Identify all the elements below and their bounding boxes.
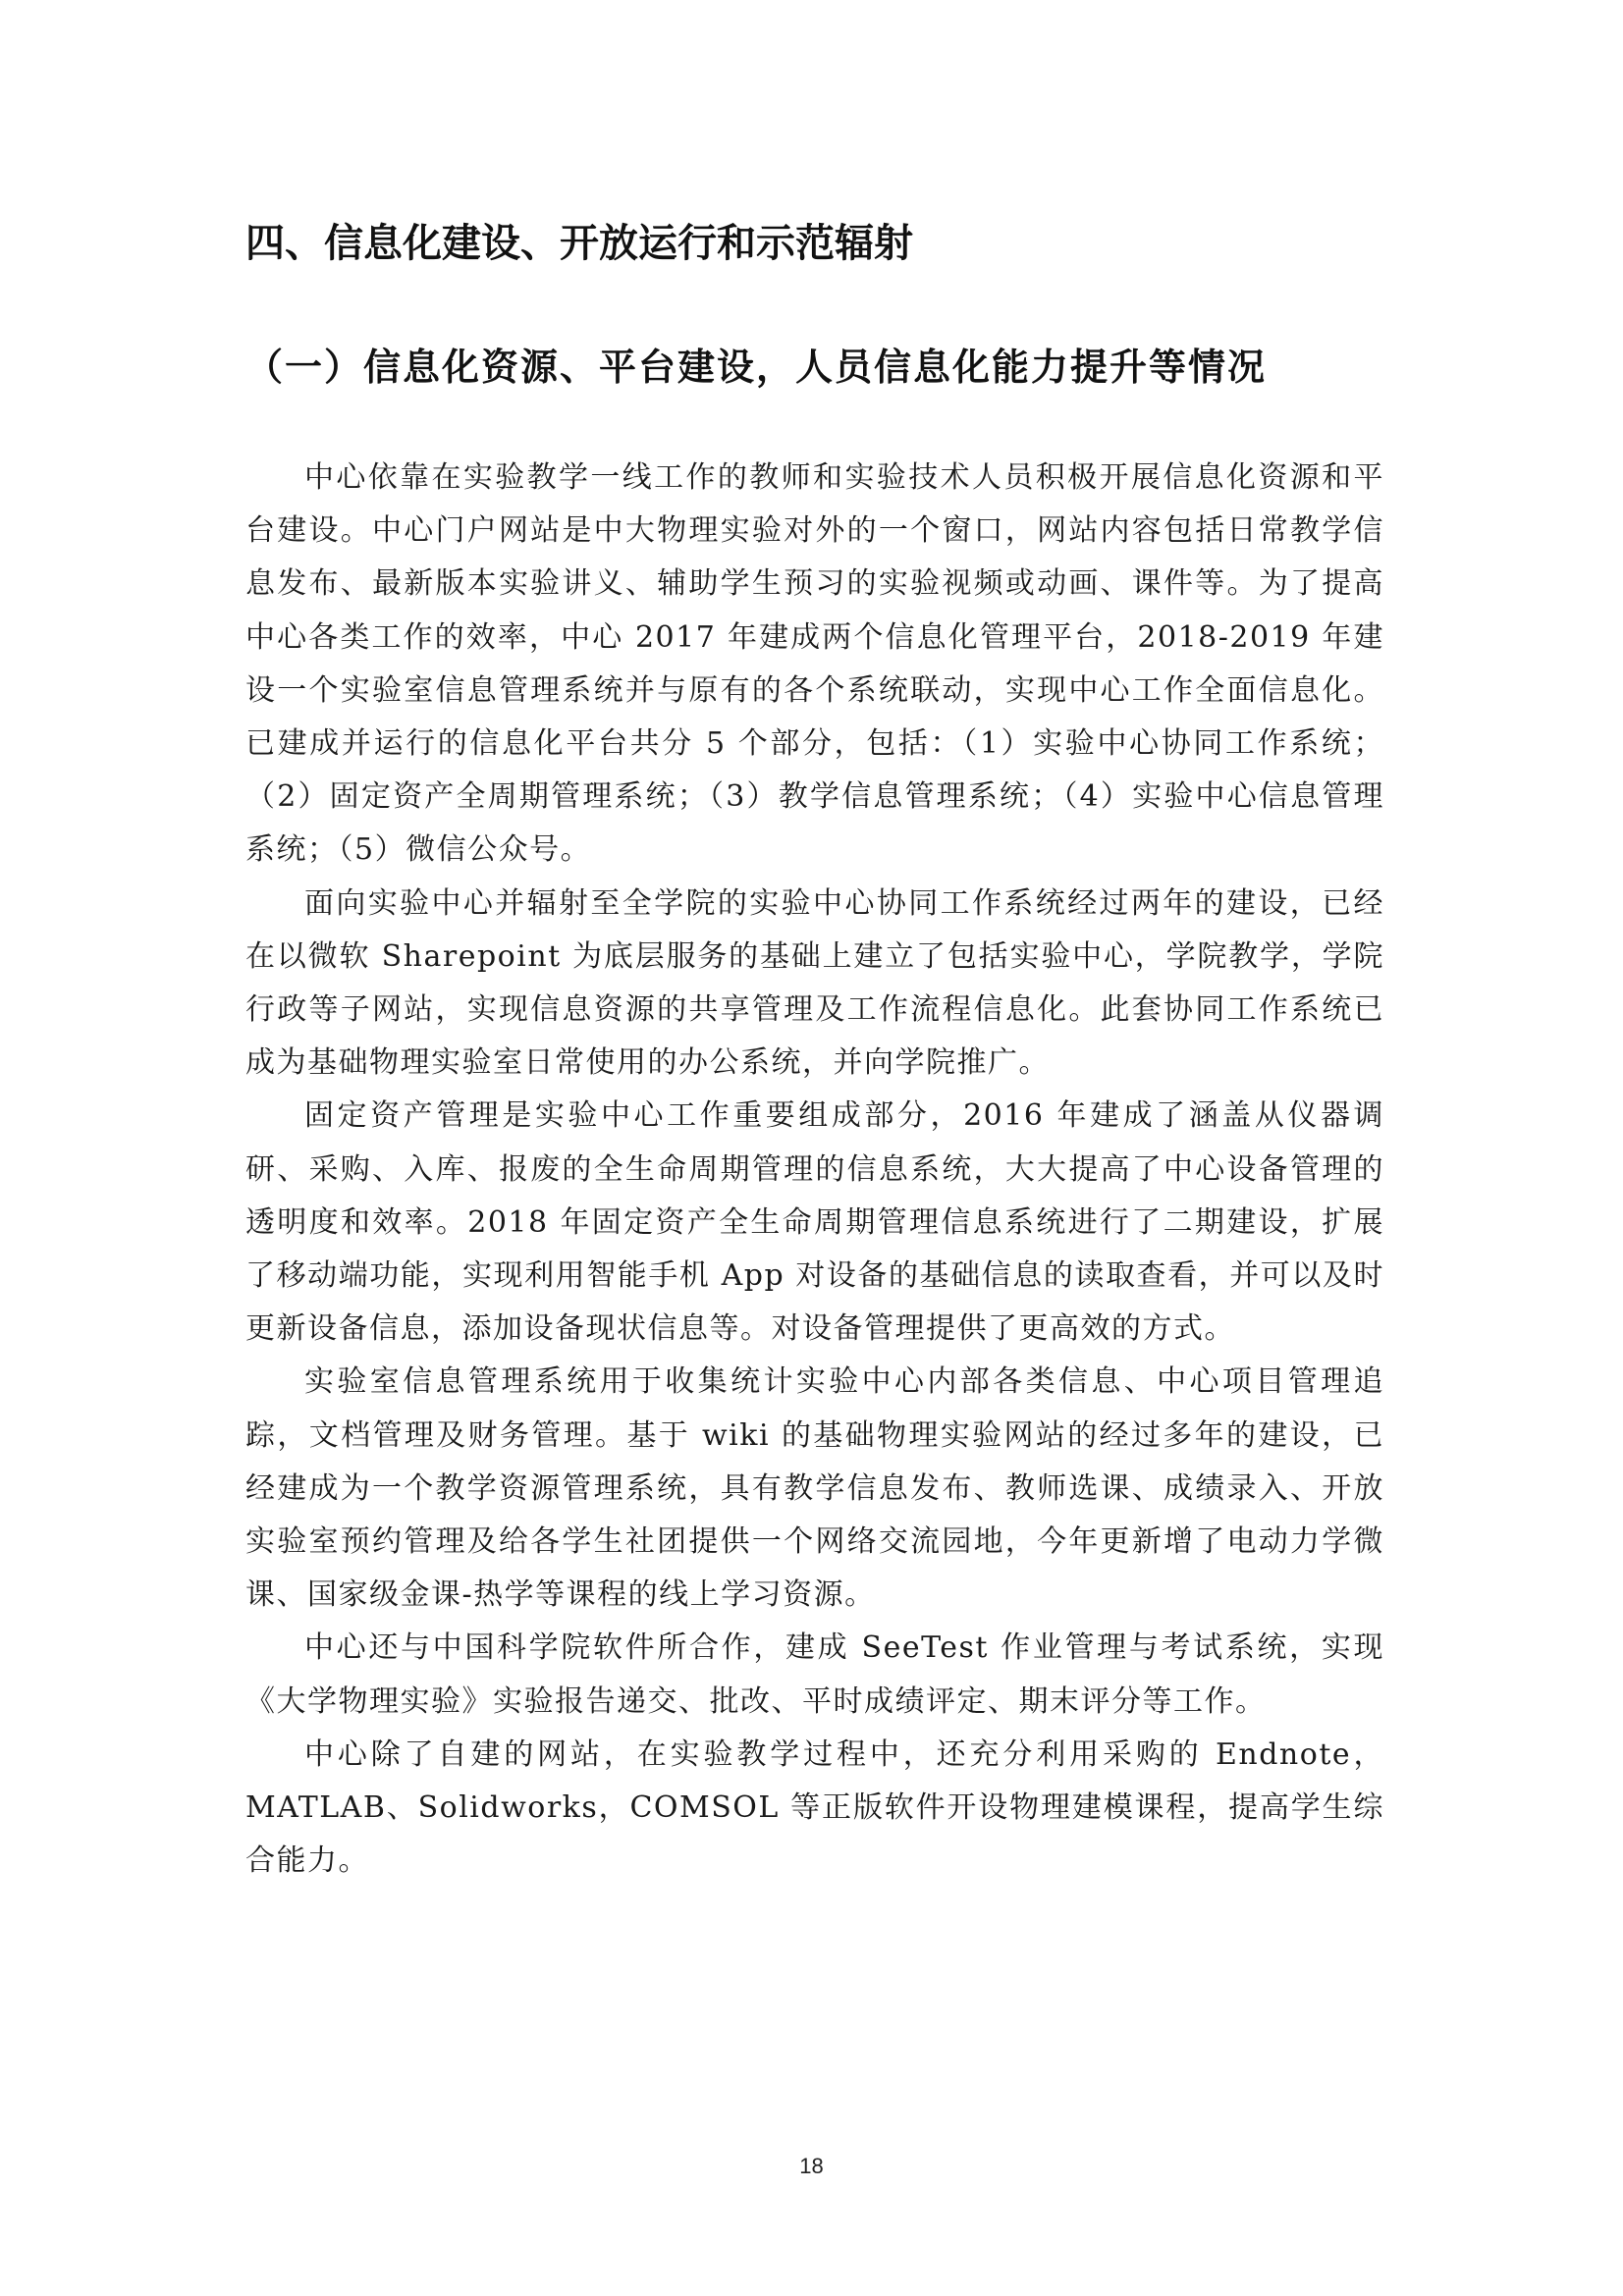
section-title: 四、信息化建设、开放运行和示范辐射 — [245, 221, 913, 266]
paragraph-lab-info-system: 实验室信息管理系统用于收集统计实验中心内部各类信息、中心项目管理追踪，文档管理及财务管理。基于 wiki 的基础物理实验网站的经过多年的建设，已经建成为一个教学资源管理系统，具有教学信息发布、教师选课、成绩录入、开放实验室预约管理及给各学生社团提供一个网络交流园地，今年更新增了电动力学微课、国家级金课-热学等课程的线上学习资源。 — [245, 1364, 1384, 1613]
paragraph-platform-overview: 中心依靠在实验教学一线工作的教师和实验技术人员积极开展信息化资源和平台建设。中心门户网站是中大物理实验对外的一个窗口，网站内容包括日常教学信息发布、最新版本实验讲义、辅助学生预习的实验视频或动画、课件等。为了提高中心各类工作的效率，中心 2017 年建成两个信息化管理平台，2018-2019 年建设一个实验室信息管理系统并与原有的各个系统联动，实现中心工作全面信息化。已建成并运行的信息化平台共分 5 个部分，包括：（1）实验中心协同工作系统；（2）固定资产全周期管理系统；（3）教学信息管理系统；（4）实验中心信息管理系统；（5）微信公众号。 — [245, 460, 1384, 868]
paragraph-collaboration-system: 面向实验中心并辐射至全学院的实验中心协同工作系统经过两年的建设，已经在以微软 Sharepoint 为底层服务的基础上建立了包括实验中心，学院教学，学院行政等子网站，实现信息资源的共享管理及工作流程信息化。此套协同工作系统已成为基础物理实验室日常使用的办公系统，并向学院推广。 — [245, 885, 1384, 1081]
subsection-title: （一）信息化资源、平台建设，人员信息化能力提升等情况 — [245, 346, 1268, 389]
page-number: 18 — [799, 2154, 824, 2178]
body-text — [245, 452, 1384, 1888]
paragraph-asset-management: 固定资产管理是实验中心工作重要组成部分，2016 年建成了涵盖从仪器调研、采购、入库、报废的全生命周期管理的信息系统，大大提高了中心设备管理的透明度和效率。2018 年固定资产全生命周期管理信息系统进行了二期建设，扩展了移动端功能，实现利用智能手机 App 对设备的基础信息的读取查看，并可以及时更新设备信息，添加设备现状信息等。对设备管理提供了更高效的方式。 — [245, 1098, 1384, 1347]
paragraph-licensed-software: 中心除了自建的网站，在实验教学过程中，还充分利用采购的 Endnote，MATLAB、Solidworks，COMSOL 等正版软件开设物理建模课程，提高学生综合能力。 — [245, 1736, 1384, 1879]
paragraph-seetest-system: 中心还与中国科学院软件所合作，建成 SeeTest 作业管理与考试系统，实现《大学物理实验》实验报告递交、批改、平时成绩评定、期末评分等工作。 — [245, 1630, 1384, 1719]
